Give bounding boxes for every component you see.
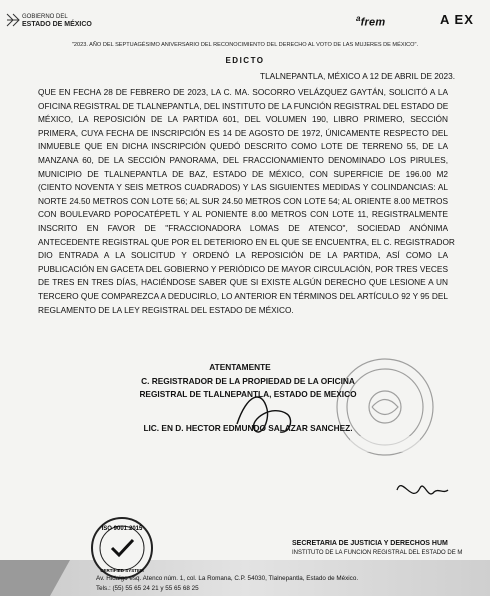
government-line-2: ESTADO DE MÉXICO bbox=[22, 21, 92, 28]
body-line: QUE EN FECHA 28 DE FEBRERO DE 2023, LA C. MA. SOCORRO VELÁZQUEZ GAYTÁN, SOLICITÓ A LA bbox=[38, 87, 448, 97]
registrar-title-line-2: REGISTRAL DE TLALNEPANTLA, ESTADO DE MEXICO bbox=[139, 389, 357, 399]
footer-phones: Tels.: (55) 55 65 24 21 y 55 65 68 25 bbox=[96, 585, 199, 592]
document-date: TLALNEPANTLA, MÉXICO A 12 DE ABRIL DE 2023. bbox=[260, 71, 456, 81]
certified-system-text: CERTIFIED SYSTEM bbox=[100, 568, 144, 573]
anniversary-banner: "2023. AÑO DEL SEPTUAGÉSIMO ANIVERSARIO DEL RECONOCIMIENTO DEL DERECHO AL VOTO DE LAS MUJERES DE MÉXICO". bbox=[71, 42, 419, 48]
body-line: ANTECEDENTE REGISTRAL QUE POR EL DETERIORO EN EL QUE SE ENCUENTRA, EL C. REGISTRADOR bbox=[38, 236, 455, 247]
body-line: MUNICIPIO DE TLALNEPANTLA DE BAZ, ESTADO DE MÉXICO, CON SUPERFICIE DE 196.00 M2 bbox=[38, 168, 448, 179]
body-line: TERCERO QUE COMPAREZCA A DEDUCIRLO, LO ANTERIOR EN TÉRMINOS DEL ARTÍCULO 92 Y 95 DEL bbox=[38, 290, 448, 301]
body-line: (CIENTO NOVENTA Y SEIS METROS CUADRADOS) Y LAS SIGUIENTES MEDIDAS Y COLINDANCIAS: AL bbox=[38, 182, 448, 193]
closing-salutation: ATENTAMENTE bbox=[209, 362, 271, 372]
body-line: PUBLICACIÓN EN GACETA DEL GOBIERNO Y PERIÓDICO DE MAYOR CIRCULACIÓN, POR TRES VECES bbox=[38, 263, 448, 274]
body-line: DIO ENTRADA A LA SOLICITUD Y ORDENÓ LA REPOSICIÓN DE LA PARTIDA, ASÍ COMO LA bbox=[38, 250, 448, 261]
body-line: OFICINA REGISTRAL DE TLALNEPANTLA, DEL INSTITUTO DE LA FUNCIÓN REGISTRAL DEL ESTADO DE bbox=[38, 100, 449, 111]
frem-text: frem bbox=[360, 16, 386, 29]
footer-secretariat: SECRETARIA DE JUSTICIA Y DERECHOS HUM bbox=[292, 540, 448, 547]
footer-address: Av. Hidalgo esq. Atenco núm. 1, col. La Romana, C.P. 54030, Tlalnepantla, Estado de México. bbox=[96, 575, 359, 582]
body-line: INMUEBLE QUE EN DICHA INSCRIPCIÓN QUEDÓ DESCRITO COMO LOTE DE TERRENO 55, DE LA bbox=[38, 141, 448, 152]
body-line: REGLAMENTO DE LA LEY REGISTRAL DEL ESTADO DE MÉXICO. bbox=[38, 304, 294, 315]
government-label bbox=[22, 14, 92, 28]
document-title: EDICTO bbox=[225, 56, 265, 65]
iso-certification-icon bbox=[90, 516, 154, 580]
body-line: MANZANA 60, DE LA SECCIÓN PANORAMA, DEL FRACCIONAMIENTO DENOMINADO LOS PIRULES, bbox=[38, 154, 448, 165]
body-line: NORTE 24.50 METROS CON LOTE 56; AL SUR 24.50 METROS CON LOTE 54; AL ORIENTE 8.00 METROS bbox=[38, 195, 448, 206]
institution-logo-right: A EX bbox=[440, 12, 474, 27]
body-line: CON BOULEVARD POPOCATÉPETL Y AL PONIENTE 8.00 METROS CON LOTE 11, REGISTRALMENTE bbox=[38, 209, 448, 220]
body-line: MÉXICO, LA REPOSICIÓN DE LA PARTIDA 601, DEL VOLUMEN 190, LIBRO PRIMERO, SECCIÓN bbox=[38, 114, 448, 125]
body-line: DE TRES EN TRES DÍAS, HACIÉNDOSE SABER QUE SI EXISTE ALGÚN DERECHO QUE LESIONE A UN bbox=[38, 277, 448, 288]
government-line-1: GOBIERNO DEL bbox=[22, 14, 68, 20]
registrar-name: LIC. EN D. HECTOR EDMUNDO SALAZAR SANCHEZ. bbox=[143, 423, 353, 433]
initials-signature-icon bbox=[392, 470, 452, 510]
edict-body bbox=[38, 86, 455, 317]
registrar-title-line-1: C. REGISTRADOR DE LA PROPIEDAD DE LA OFICINA bbox=[141, 376, 355, 386]
iso-standard-text: ISO 9001:2015 bbox=[101, 526, 143, 532]
body-line: PRIMERA, CUYA FECHA DE INSCRIPCIÓN ES 14 DE AGOSTO DE 1972, ÚNICAMENTE RESPECTO DEL bbox=[38, 127, 448, 138]
frem-logo: $^a$frem bbox=[356, 14, 386, 29]
body-line: INSCRITO EN FAVOR DE "FRACCIONADORA LOMAS DE ATENCO", SOCIEDAD ANÓNIMA bbox=[38, 222, 448, 233]
footer-institute: INSTITUTO DE LA FUNCION REGISTRAL DEL ESTADO DE M bbox=[292, 550, 463, 556]
registry-seal-icon bbox=[330, 352, 440, 462]
